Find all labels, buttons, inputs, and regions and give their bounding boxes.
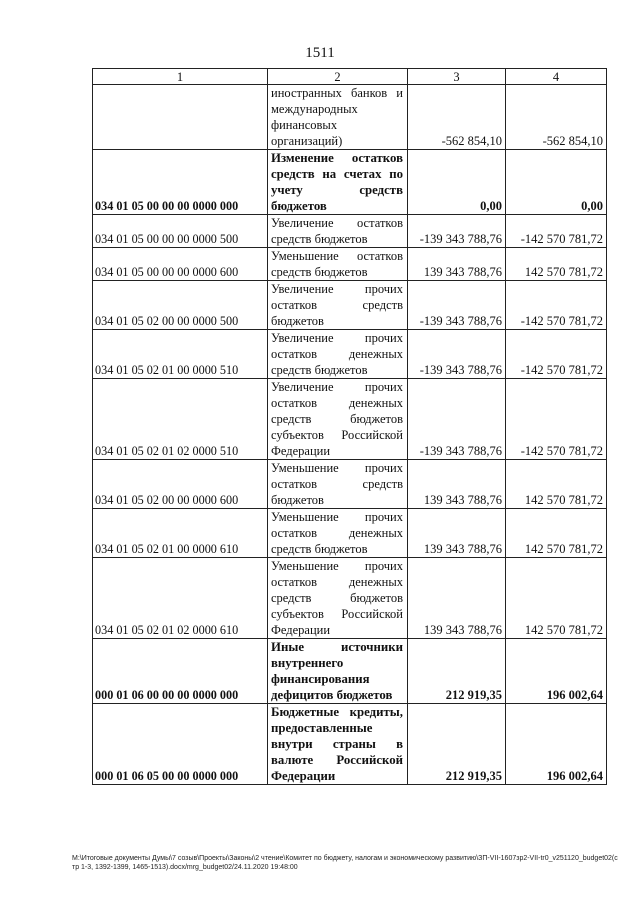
- row-amount-col4: -142 570 781,72: [506, 330, 607, 379]
- row-amount-col4: 196 002,64: [506, 704, 607, 785]
- row-description: Уменьшение прочих остатков денежных средств бюджетов субъектов Российской Федерации: [268, 558, 408, 639]
- row-amount-col3: 139 343 788,76: [408, 248, 506, 281]
- column-header: 1: [93, 69, 268, 85]
- table-row: [93, 150, 607, 215]
- row-amount-col4: -142 570 781,72: [506, 281, 607, 330]
- row-description: иностранных банков и международных финансовых организаций): [268, 85, 408, 150]
- row-amount-col3: 212 919,35: [408, 704, 506, 785]
- row-amount-col3: 139 343 788,76: [408, 558, 506, 639]
- row-amount-col3: -139 343 788,76: [408, 379, 506, 460]
- table-row: [93, 704, 607, 785]
- row-code: 034 01 05 02 01 02 0000 510: [93, 379, 268, 460]
- row-amount-col4: 142 570 781,72: [506, 509, 607, 558]
- budget-table: [92, 68, 607, 785]
- row-code: 034 01 05 02 00 00 0000 600: [93, 460, 268, 509]
- table-row: [93, 281, 607, 330]
- document-path-footer: M:\Итоговые документы Думы\7 созыв\Проекты\Законы\2 чтение\Комитет по бюджету, налогам и экономическому развитию\ЗП-VII-1607зр2-VII-tr0_v251120_budget02(стр 1-3, 1392-1399, 1465-1513).docx/mrg_budget02/24.11.2020 19:48:00: [72, 855, 618, 871]
- row-amount-col4: -142 570 781,72: [506, 379, 607, 460]
- table-row: [93, 460, 607, 509]
- table-row: [93, 639, 607, 704]
- table-row: [93, 379, 607, 460]
- row-code: 034 01 05 02 00 00 0000 500: [93, 281, 268, 330]
- row-code: 034 01 05 02 01 02 0000 610: [93, 558, 268, 639]
- row-description: Увеличение прочих остатков средств бюджетов: [268, 281, 408, 330]
- row-amount-col3: 139 343 788,76: [408, 509, 506, 558]
- row-code: 000 01 06 05 00 00 0000 000: [93, 704, 268, 785]
- row-code: 034 01 05 02 01 00 0000 510: [93, 330, 268, 379]
- row-amount-col4: 142 570 781,72: [506, 558, 607, 639]
- column-header: 2: [268, 69, 408, 85]
- row-amount-col3: -139 343 788,76: [408, 281, 506, 330]
- row-description: Уменьшение прочих остатков денежных средств бюджетов: [268, 509, 408, 558]
- row-description: Иные источники внутреннего финансирования дефицитов бюджетов: [268, 639, 408, 704]
- row-amount-col3: 0,00: [408, 150, 506, 215]
- row-amount-col3: 212 919,35: [408, 639, 506, 704]
- row-amount-col4: 0,00: [506, 150, 607, 215]
- row-code: [93, 85, 268, 150]
- row-description: Увеличение прочих остатков денежных средств бюджетов: [268, 330, 408, 379]
- table-row: [93, 85, 607, 150]
- page-number: 1511: [305, 45, 335, 61]
- row-amount-col4: 142 570 781,72: [506, 460, 607, 509]
- column-header: 4: [506, 69, 607, 85]
- table-row: [93, 248, 607, 281]
- row-amount-col3: 139 343 788,76: [408, 460, 506, 509]
- row-description: Уменьшение прочих остатков средств бюджетов: [268, 460, 408, 509]
- row-amount-col4: 142 570 781,72: [506, 248, 607, 281]
- table-row: [93, 509, 607, 558]
- row-amount-col4: -562 854,10: [506, 85, 607, 150]
- row-description: Уменьшение остатков средств бюджетов: [268, 248, 408, 281]
- row-code: 034 01 05 00 00 00 0000 000: [93, 150, 268, 215]
- row-amount-col4: -142 570 781,72: [506, 215, 607, 248]
- row-description: Изменение остатков средств на счетах по учету средств бюджетов: [268, 150, 408, 215]
- table-header-row: [93, 69, 607, 85]
- row-code: 034 01 05 00 00 00 0000 600: [93, 248, 268, 281]
- row-amount-col3: -139 343 788,76: [408, 215, 506, 248]
- row-code: 034 01 05 00 00 00 0000 500: [93, 215, 268, 248]
- row-code: 000 01 06 00 00 00 0000 000: [93, 639, 268, 704]
- row-amount-col4: 196 002,64: [506, 639, 607, 704]
- table-row: [93, 330, 607, 379]
- row-amount-col3: -562 854,10: [408, 85, 506, 150]
- row-description: Бюджетные кредиты, предоставленные внутри страны в валюте Российской Федерации: [268, 704, 408, 785]
- column-header: 3: [408, 69, 506, 85]
- table-row: [93, 558, 607, 639]
- row-description: Увеличение прочих остатков денежных средств бюджетов субъектов Российской Федерации: [268, 379, 408, 460]
- row-amount-col3: -139 343 788,76: [408, 330, 506, 379]
- row-code: 034 01 05 02 01 00 0000 610: [93, 509, 268, 558]
- row-description: Увеличение остатков средств бюджетов: [268, 215, 408, 248]
- table-row: [93, 215, 607, 248]
